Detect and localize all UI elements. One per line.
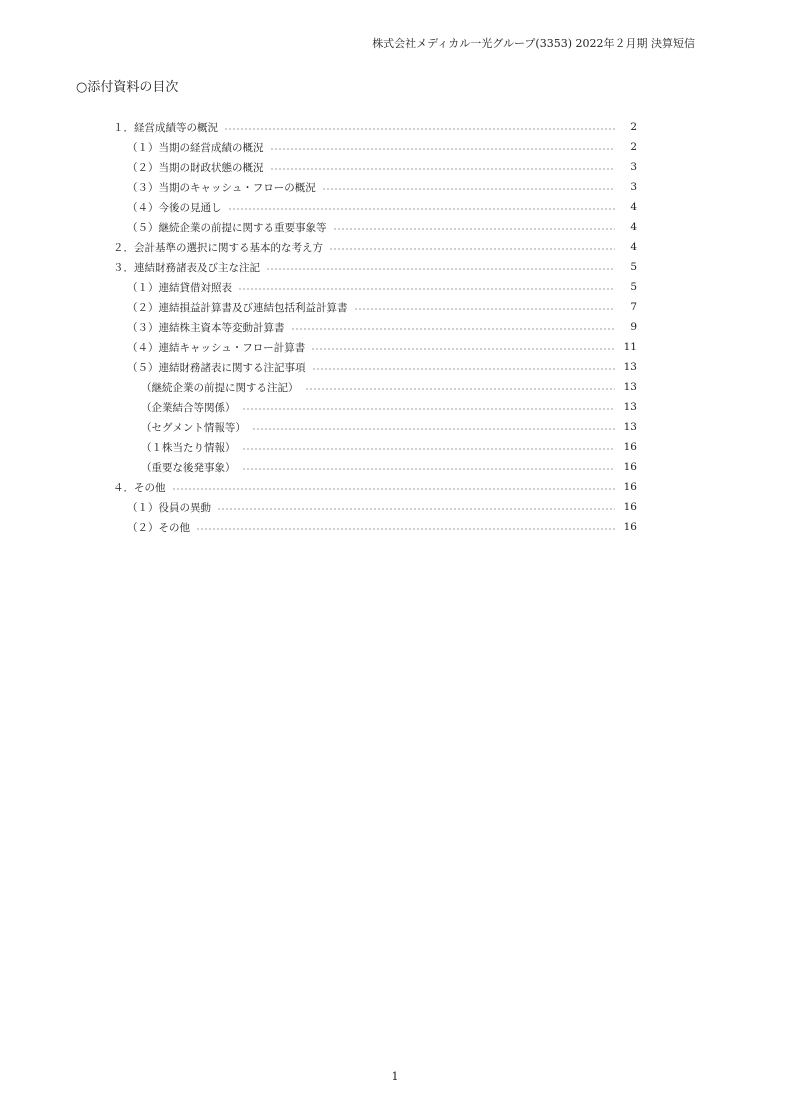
table-of-contents — [113, 117, 637, 537]
dot-leader — [329, 248, 615, 250]
toc-entry-label: （５）連結財務諸表に関する注記事項 — [127, 361, 306, 374]
toc-entry-page: 13 — [623, 401, 637, 413]
toc-entry-label: （１）当期の経営成績の概況 — [127, 141, 264, 154]
dot-leader — [311, 348, 615, 350]
toc-entry[interactable] — [113, 417, 637, 437]
toc-entry-page: 2 — [630, 121, 637, 133]
toc-entry[interactable] — [113, 457, 637, 477]
dot-leader — [224, 128, 615, 130]
toc-entry-label: （４）今後の見通し — [127, 201, 222, 214]
toc-entry-label: ４．その他 — [113, 481, 166, 494]
toc-entry-label: （２）当期の財政状態の概況 — [127, 161, 264, 174]
dot-leader — [333, 228, 616, 230]
toc-entry[interactable] — [113, 137, 637, 157]
toc-entry-page: 13 — [623, 421, 637, 433]
dot-leader — [270, 168, 616, 170]
toc-entry[interactable] — [113, 337, 637, 357]
dot-leader — [252, 428, 615, 430]
toc-entry-label: （１）連結貸借対照表 — [127, 281, 232, 294]
toc-title: ○添付資料の目次 — [76, 80, 179, 95]
toc-entry-label: （重要な後発事象） — [141, 461, 236, 474]
dot-leader — [266, 268, 615, 270]
toc-entry[interactable] — [113, 297, 637, 317]
dot-leader — [270, 148, 616, 150]
toc-entry[interactable] — [113, 497, 637, 517]
toc-entry[interactable] — [113, 377, 637, 397]
toc-entry-page: 4 — [630, 241, 637, 253]
page-number: 1 — [391, 1070, 399, 1083]
toc-entry-page: 3 — [630, 181, 637, 193]
toc-entry-page: 16 — [623, 521, 637, 533]
dot-leader — [217, 508, 615, 510]
toc-entry-label: ２．会計基準の選択に関する基本的な考え方 — [113, 241, 323, 254]
dot-leader — [228, 208, 616, 210]
dot-leader — [242, 448, 616, 450]
dot-leader — [172, 488, 616, 490]
toc-entry-label: （３）当期のキャッシュ・フローの概況 — [127, 181, 316, 194]
toc-entry-label: （４）連結キャッシュ・フロー計算書 — [127, 341, 306, 354]
toc-entry-page: 11 — [623, 341, 637, 353]
toc-entry-page: 13 — [623, 361, 637, 373]
toc-entry-label: （継続企業の前提に関する注記） — [141, 381, 299, 394]
toc-entry[interactable] — [113, 197, 637, 217]
toc-entry-page: 16 — [623, 481, 637, 493]
toc-entry-label: （２）その他 — [127, 521, 190, 534]
toc-entry-page: 4 — [630, 221, 637, 233]
toc-entry[interactable] — [113, 177, 637, 197]
toc-entry-label: （１）役員の異動 — [127, 501, 211, 514]
toc-entry[interactable] — [113, 397, 637, 417]
page-header: 株式会社メディカル一光グループ(3353) 2022年２月期 決算短信 — [372, 37, 695, 50]
dot-leader — [354, 308, 616, 310]
dot-leader — [238, 288, 615, 290]
toc-entry-label: ３．連結財務諸表及び主な注記 — [113, 261, 260, 274]
dot-leader — [196, 528, 615, 530]
toc-entry[interactable] — [113, 257, 637, 277]
toc-entry-page: 16 — [623, 441, 637, 453]
toc-entry[interactable] — [113, 157, 637, 177]
toc-entry-page: 4 — [630, 201, 637, 213]
toc-entry[interactable] — [113, 317, 637, 337]
toc-entry-page: 5 — [630, 281, 637, 293]
toc-entry-page: 9 — [630, 321, 637, 333]
toc-entry[interactable] — [113, 117, 637, 137]
toc-entry-label: （企業結合等関係） — [141, 401, 236, 414]
toc-entry[interactable] — [113, 277, 637, 297]
toc-entry[interactable] — [113, 217, 637, 237]
toc-entry-label: （１株当たり情報） — [141, 441, 236, 454]
toc-entry-page: 2 — [630, 141, 637, 153]
toc-entry[interactable] — [113, 437, 637, 457]
dot-leader — [322, 188, 615, 190]
toc-entry-page: 5 — [630, 261, 637, 273]
dot-leader — [242, 468, 616, 470]
toc-entry[interactable] — [113, 237, 637, 257]
toc-entry-label: （２）連結損益計算書及び連結包括利益計算書 — [127, 301, 348, 314]
toc-entry[interactable] — [113, 477, 637, 497]
dot-leader — [312, 368, 616, 370]
toc-entry-page: 3 — [630, 161, 637, 173]
dot-leader — [305, 388, 616, 390]
toc-entry-label: １．経営成績等の概況 — [113, 121, 218, 134]
dot-leader — [291, 328, 616, 330]
toc-entry-page: 16 — [623, 461, 637, 473]
toc-entry-page: 16 — [623, 501, 637, 513]
toc-entry-label: （セグメント情報等） — [141, 421, 246, 434]
toc-entry-label: （３）連結株主資本等変動計算書 — [127, 321, 285, 334]
toc-entry-page: 13 — [623, 381, 637, 393]
toc-entry-label: （５）継続企業の前提に関する重要事象等 — [127, 221, 327, 234]
toc-entry[interactable] — [113, 517, 637, 537]
toc-entry[interactable] — [113, 357, 637, 377]
toc-entry-page: 7 — [630, 301, 637, 313]
dot-leader — [242, 408, 616, 410]
